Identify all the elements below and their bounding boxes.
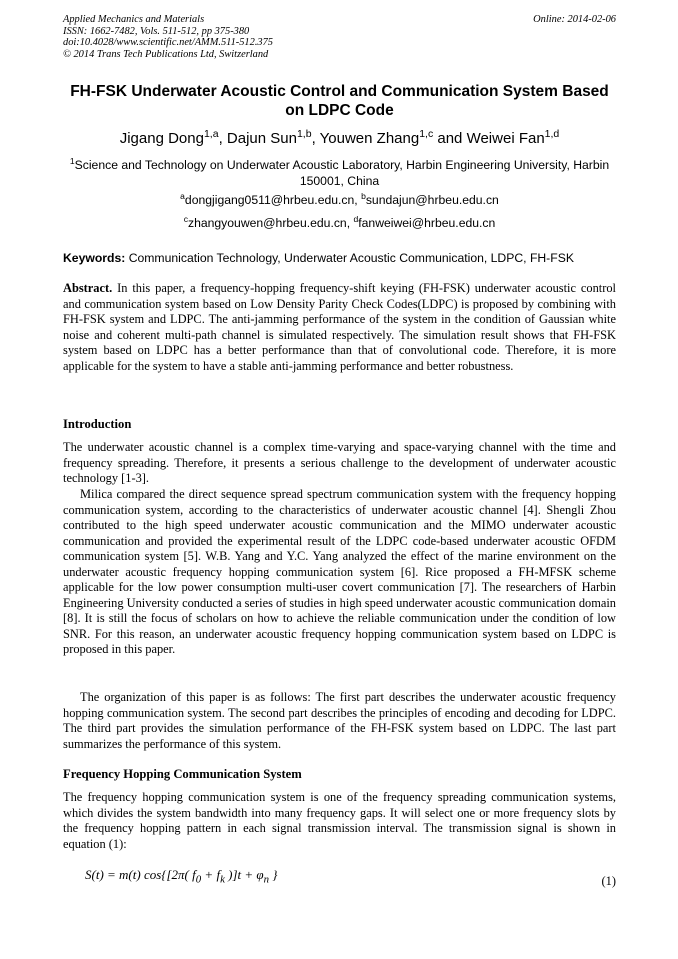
email-sup: d [353,213,359,224]
email-link[interactable]: sundajun@hrbeu.edu.cn [365,193,499,207]
paper-title: FH-FSK Underwater Acoustic Control and Communication System Based on LDPC Code [70,83,609,119]
author-list [63,130,616,147]
equation-number: (1) [601,874,616,888]
equation-part: )]t + φ [224,867,264,882]
author-name: Dajun Sun [226,130,297,147]
journal-name: Applied Mechanics and Materials [63,14,205,25]
abstract [63,281,616,374]
equation-part: S(t) = m(t) cos{[2π( f [85,867,196,882]
email-link[interactable]: dongjigang0511@hrbeu.edu.cn [184,193,355,207]
journal-doi: doi:10.4028/www.scientific.net/AMM.511-512.375 [63,37,273,48]
online-date: Online: 2014-02-06 [533,14,616,25]
author-name: Weiwei Fan [466,130,545,147]
equation-sub: k [220,873,225,886]
email-line-2: $^c$zhangyouwen@hrbeu.edu.cn, $^d$fanweiwei@hrbeu.edu.cn [183,213,496,230]
intro-paragraph-2: Milica compared the direct sequence spread spectrum communication system with the frequency hopping communication system, according to the characteristics of underwater acoustic channel [4]. Shengli Zhou contributed to the high speed underwater acoustic communication and the MIMO underwater acoustic communication and provided the experimental result of the LDPC code-based underwater acoustic OFDM communication system [5]. W.B. Yang and Y.C. Yang analyzed the effect of the marine environment on the underwater acoustic frequency hopping communication system [6]. Rice proposed a FH-MFSK scheme applicable for the low power consumption multi-user covert communication [7]. The researchers of Harbin Engineering University conducted a series of studies in high speed underwater acoustic communication domain [8]. It is still the focus of scholars on how to achieve the reliable communication under the condition of low SNR. For this reason, an underwater acoustic frequency hopping communication system based on LDPC is proposed in this paper. [63,487,616,656]
journal-issn: ISSN: 1662-7482, Vols. 511-512, pp 375-380 [63,25,250,37]
email-sup: c [183,213,188,224]
email-line-1: $^a$dongjigang0511@hrbeu.edu.cn, $^b$sundajun@hrbeu.edu.cn [180,190,499,207]
section-heading-introduction: Introduction [63,417,132,431]
keywords-text: Communication Technology, Underwater Acoustic Communication, LDPC, FH-FSK [128,251,574,265]
equation-sub: 0 [195,873,202,886]
author-sup: 1,c [419,128,434,140]
author-sup: 1,a [203,128,219,140]
section-heading-frequency-hopping: Frequency Hopping Communication System [63,767,302,781]
author-sep: and [433,130,467,147]
author-name: Jigang Dong [119,130,204,147]
equation-sub: n [263,873,270,886]
keywords-label: Keywords: [63,251,126,265]
affiliation [63,157,616,189]
intro-paragraph-3: The organization of this paper is as follows: The first part describes the underwater acoustic frequency hopping communication system. The second part describes the principles of encoding and decoding for LDPC. The third part provides the simulation performance of the FH-FSK system based on LDPC. The last part summarizes the performance of this system. [63,690,616,751]
section2-paragraph-1: The frequency hopping communication system is one of the frequency spreading communication systems, which divides the system bandwidth into many frequency gaps. It will select one or more frequency slots by the frequency hopping pattern in each signal transmission interval. The transmission signal is shown in equation (1): [63,790,616,851]
email-link[interactable]: zhangyouwen@hrbeu.edu.cn [187,216,347,230]
email-sup: a [180,190,185,201]
abstract-text: In this paper, a frequency-hopping frequency-shift keying (FH-FSK) underwater acoustic control and communication system based on Low Density Parity Check Codes(LDPC) is proposed by combining with FH-FSK system and LDPC. The anti-jamming performance of the system in the condition of Gaussian white noise and coherent multi-path channel is simulated respectively. The simulation result shows that FH-FSK system based on LDPC has a better performance than that of convolutional code. Therefore, it is more applicable for the system to have a stable anti-jamming performance and better robustness. [63,281,616,373]
author-sup: 1,d [544,128,560,140]
intro-paragraph-1: The underwater acoustic channel is a complex time-varying and space-varying channel with the time and frequency spreading. Therefore, it presents a serious challenge to the development of underwater acoustic technology [1-3]. [63,440,616,485]
abstract-label: Abstract. [63,281,113,295]
equation-1 [85,867,277,886]
author-name: Youwen Zhang [319,130,420,147]
keywords [63,251,616,265]
affiliation-text: Science and Technology on Underwater Acoustic Laboratory, Harbin Engineering University, Harbin 150001, China [74,158,610,188]
author-sup: 1,b [296,128,312,140]
email-sup: b [361,190,366,201]
equation-part: } [269,867,278,882]
journal-copyright: © 2014 Trans Tech Publications Ltd, Switzerland [63,48,269,60]
affiliation-sup: 1 [69,155,75,166]
email-link[interactable]: fanweiwei@hrbeu.edu.cn [358,216,496,230]
author-sep: , [311,130,320,147]
equation-part: + f [201,867,221,882]
author-sep: , [218,130,227,147]
